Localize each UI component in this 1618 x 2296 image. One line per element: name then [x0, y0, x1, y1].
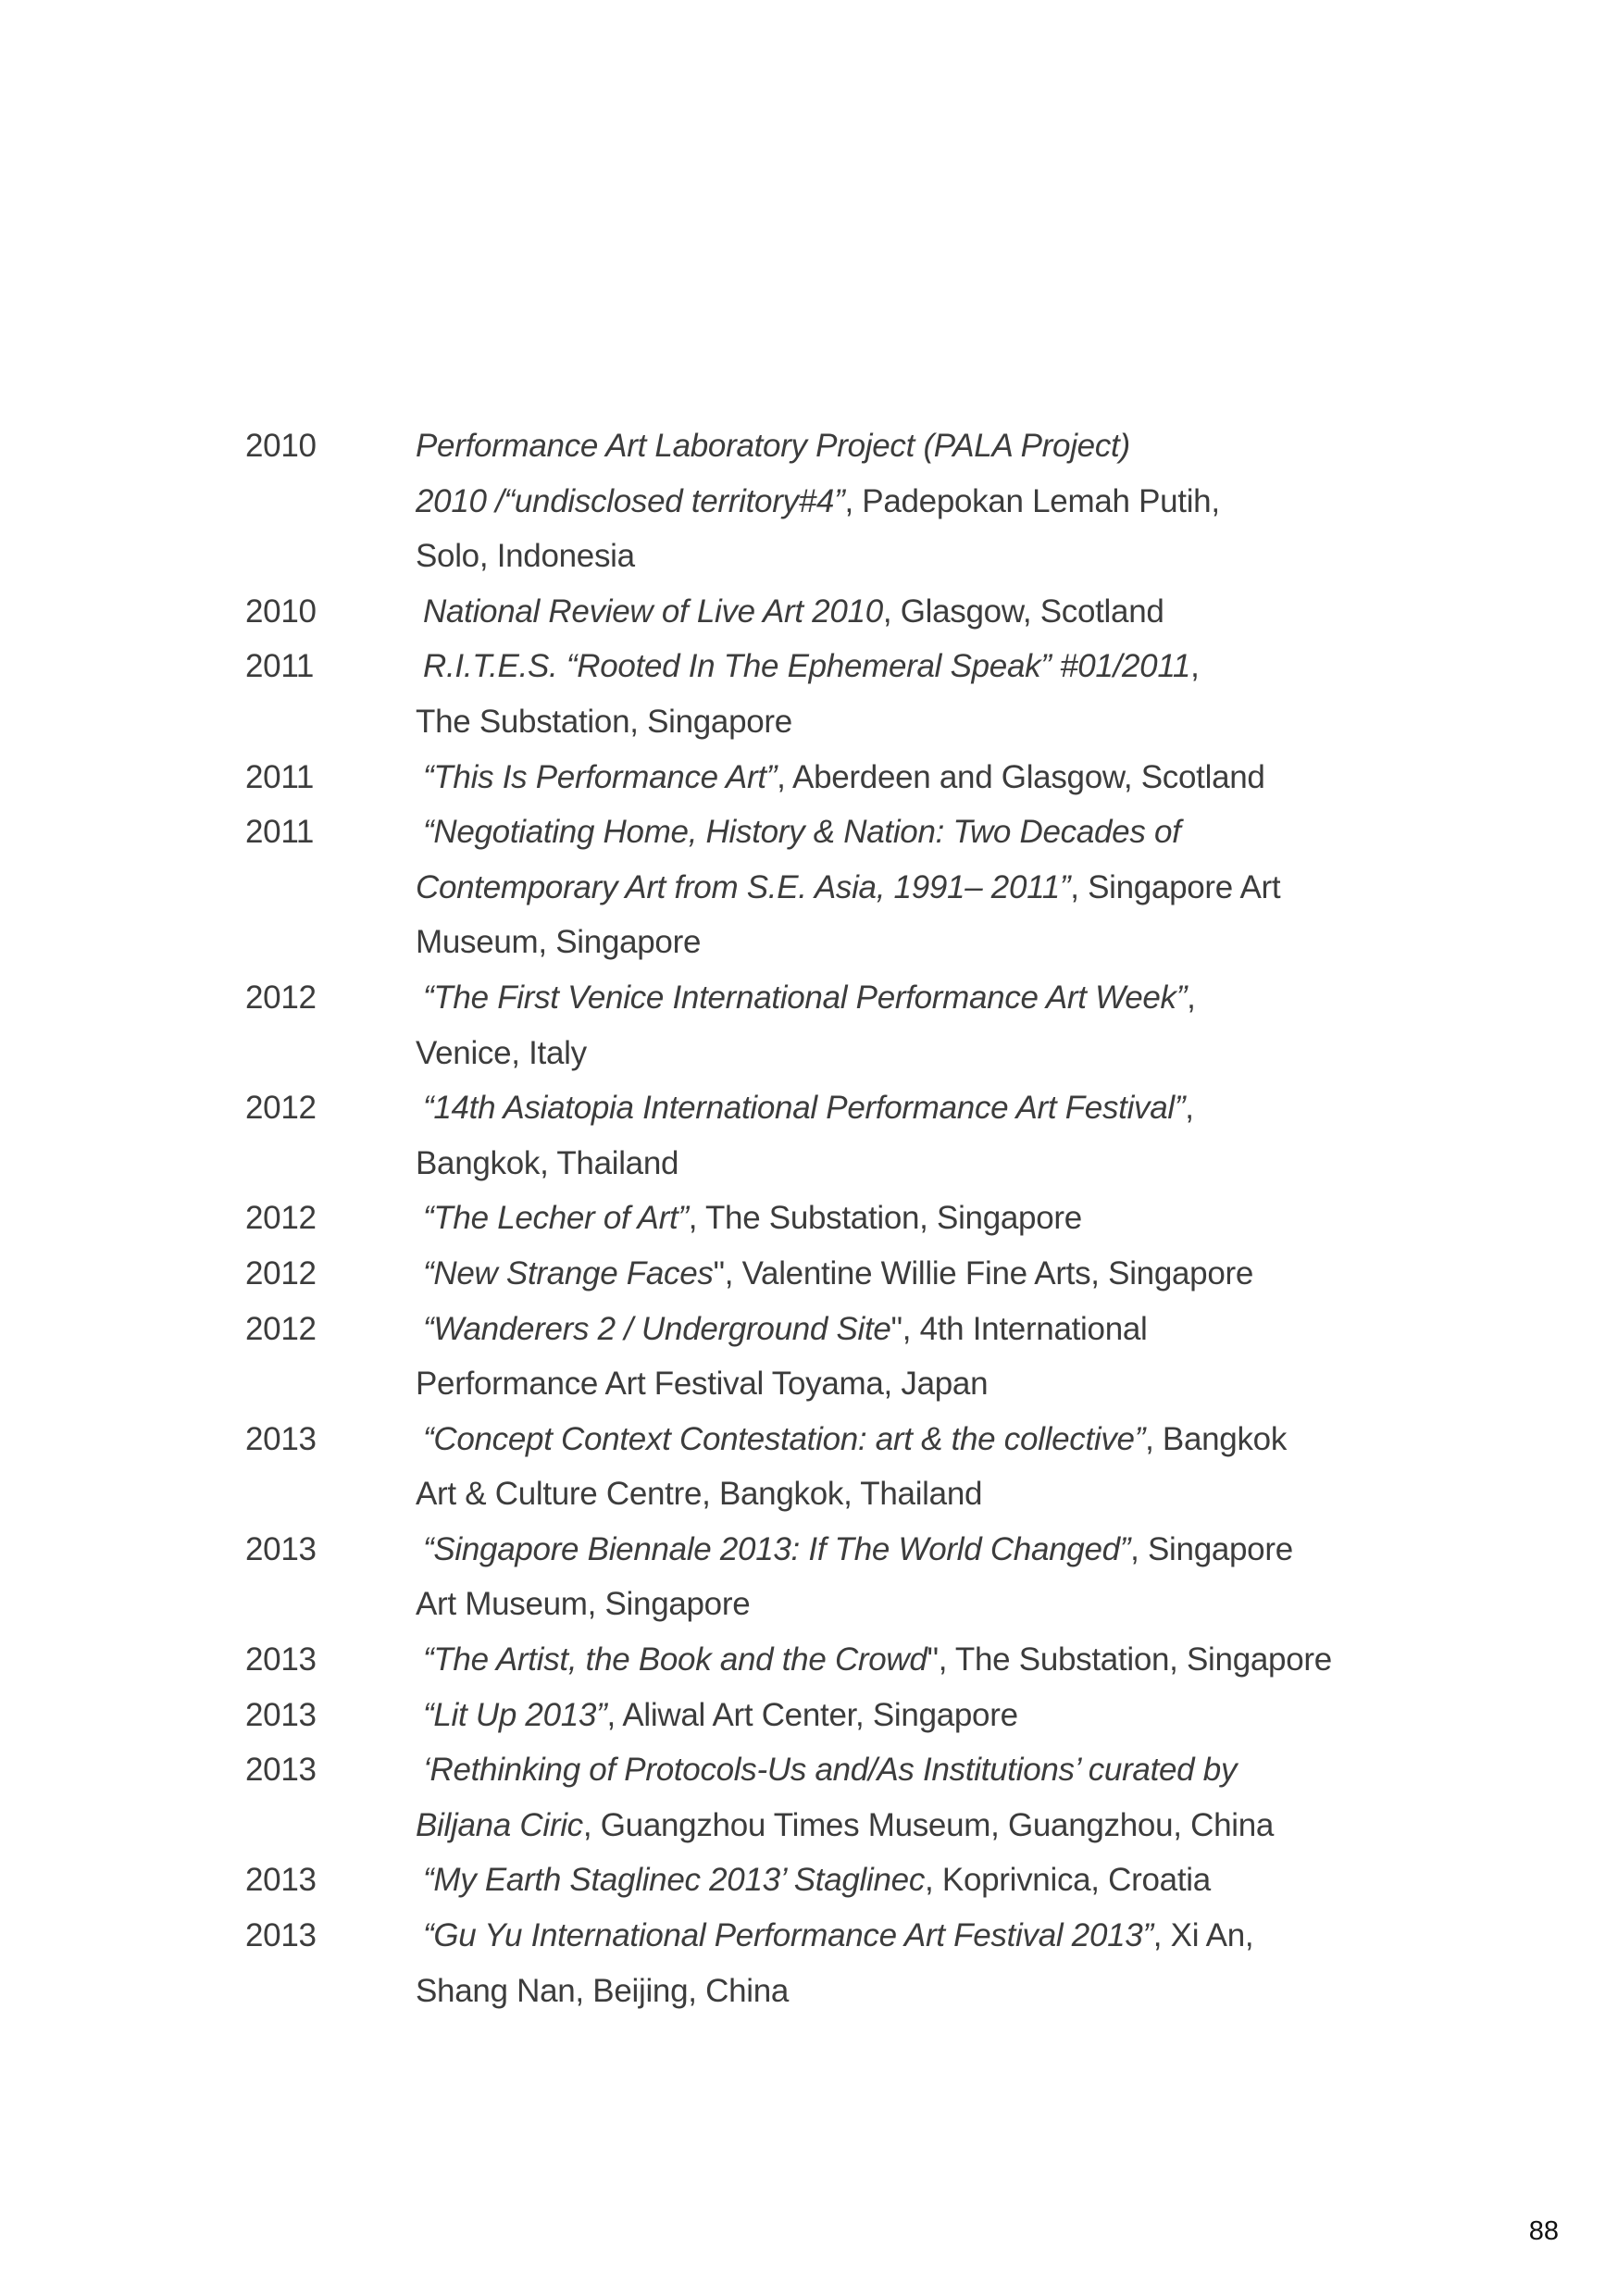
- entry-line: [416, 1577, 1449, 1632]
- entry-year: 2013: [245, 1862, 317, 1899]
- entry-title-text: “The Lecher of Art”: [423, 1200, 689, 1237]
- entry-year: 2013: [245, 1641, 317, 1678]
- entry-description: [416, 1191, 1449, 1246]
- entry-year: 2013: [245, 1696, 317, 1733]
- entry-title-text: “New Strange Faces: [423, 1254, 714, 1292]
- entry-year: 2012: [245, 1310, 317, 1347]
- entry-year: 2012: [245, 1200, 317, 1237]
- exhibition-entry: [245, 1853, 1449, 1908]
- entry-description: [416, 1302, 1449, 1412]
- entry-location-text: , Koprivnica, Croatia: [925, 1862, 1211, 1899]
- entry-description: [416, 639, 1449, 749]
- entry-title-text: ‘Rethinking of Protocols-Us and/As Institutions’ curated by: [423, 1752, 1238, 1789]
- entry-title-text: Biljana Ciric: [416, 1806, 583, 1843]
- entry-description: [416, 750, 1449, 805]
- entry-year: 2013: [245, 1917, 317, 1954]
- entry-line: [416, 1798, 1449, 1853]
- entry-title-text: R.I.T.E.S. “Rooted In The Ephemeral Speak” #01/2011: [423, 648, 1191, 685]
- entry-title-text: Performance Art Laboratory Project (PALA Project): [416, 428, 1130, 464]
- entry-line: [416, 1632, 1449, 1688]
- entry-title-text: “Wanderers 2 / Underground Site: [423, 1310, 891, 1347]
- entry-title-text: “Gu Yu International Performance Art Festival 2013”: [423, 1917, 1153, 1954]
- entry-location-text: Art Museum, Singapore: [416, 1586, 751, 1623]
- entry-year: 2013: [245, 1530, 317, 1567]
- exhibition-entry: [245, 1246, 1449, 1302]
- exhibition-entry: [245, 1080, 1449, 1191]
- exhibition-entry: [245, 970, 1449, 1080]
- entry-location-text: Shang Nan, Beijing, China: [416, 1972, 790, 2009]
- exhibition-entry: [245, 584, 1449, 640]
- entry-title-text: “Negotiating Home, History & Nation: Two Decades of: [423, 814, 1181, 851]
- entry-line: [416, 1136, 1449, 1192]
- entry-line: [416, 1246, 1449, 1302]
- entry-line: [416, 1080, 1449, 1136]
- exhibition-entry: [245, 1908, 1449, 2018]
- entry-location-text: , Glasgow, Scotland: [882, 593, 1164, 630]
- entry-location-text: Performance Art Festival Toyama, Japan: [416, 1366, 989, 1403]
- entry-year: 2011: [245, 814, 315, 851]
- entry-line: [416, 1026, 1449, 1081]
- entry-title-text: “Lit Up 2013”: [423, 1696, 607, 1733]
- entry-year: 2012: [245, 1090, 317, 1127]
- entry-description: [416, 1246, 1449, 1302]
- entry-year: 2013: [245, 1752, 317, 1789]
- entry-title-text: “My Earth Staglinec 2013’ Staglinec: [423, 1862, 926, 1899]
- entry-line: [416, 529, 1449, 584]
- entry-description: [416, 1688, 1449, 1743]
- entry-location-text: Venice, Italy: [416, 1034, 587, 1071]
- exhibition-entry: [245, 1522, 1449, 1632]
- entry-location-text: , Bangkok: [1145, 1420, 1288, 1457]
- page-number: 88: [1528, 2216, 1559, 2246]
- entry-location-text: ", 4th International: [890, 1310, 1148, 1347]
- entry-title-text: “Concept Context Contestation: art & the collective”: [423, 1420, 1146, 1457]
- entry-description: [416, 1908, 1449, 2018]
- entry-year: 2012: [245, 979, 317, 1016]
- exhibition-entry: [245, 1632, 1449, 1688]
- entry-year: 2010: [245, 593, 317, 630]
- entry-description: [416, 584, 1449, 640]
- entry-title-text: “Singapore Biennale 2013: If The World Changed”: [423, 1530, 1131, 1567]
- entry-location-text: , Singapore Art: [1070, 868, 1281, 905]
- entry-location-text: , Xi An,: [1152, 1917, 1254, 1954]
- entry-title-text: “The Artist, the Book and the Crowd: [423, 1641, 927, 1678]
- entry-line: [416, 584, 1449, 640]
- exhibition-entry: [245, 750, 1449, 805]
- exhibition-entry: [245, 1412, 1449, 1522]
- exhibition-entry: [245, 805, 1449, 970]
- entry-year: 2010: [245, 428, 317, 464]
- entry-description: [416, 1080, 1449, 1191]
- entry-location-text: Museum, Singapore: [416, 924, 702, 961]
- entry-line: [416, 694, 1449, 750]
- entry-line: [416, 1742, 1449, 1798]
- entry-description: [416, 418, 1449, 584]
- entry-line: [416, 805, 1449, 860]
- entry-year: 2013: [245, 1420, 317, 1457]
- entry-year: 2011: [245, 758, 315, 795]
- entry-line: [416, 915, 1449, 970]
- entry-description: [416, 1742, 1449, 1853]
- entry-location-text: , Aliwal Art Center, Singapore: [606, 1696, 1018, 1733]
- exhibition-entry: [245, 1742, 1449, 1853]
- entry-title-text: National Review of Live Art 2010: [423, 593, 883, 630]
- exhibition-entry: [245, 1191, 1449, 1246]
- entry-line: [416, 639, 1449, 694]
- entry-title-text: Contemporary Art from S.E. Asia, 1991– 2011”: [416, 868, 1071, 905]
- entry-year: 2011: [245, 648, 315, 685]
- exhibition-list: [245, 418, 1449, 2018]
- entry-location-text: , Padepokan Lemah Putih,: [844, 482, 1220, 519]
- entry-location-text: The Substation, Singapore: [416, 703, 792, 740]
- entry-description: [416, 1412, 1449, 1522]
- entry-location-text: Art & Culture Centre, Bangkok, Thailand: [416, 1476, 983, 1513]
- entry-line: [416, 860, 1449, 916]
- entry-location-text: , Aberdeen and Glasgow, Scotland: [777, 758, 1265, 795]
- entry-line: [416, 1688, 1449, 1743]
- entry-line: [416, 1964, 1449, 2019]
- entry-line: [416, 1356, 1449, 1412]
- entry-description: [416, 1522, 1449, 1632]
- entry-location-text: ,: [1190, 648, 1200, 685]
- entry-location-text: , Guangzhou Times Museum, Guangzhou, China: [582, 1806, 1275, 1843]
- entry-title-text: “This Is Performance Art”: [423, 758, 778, 795]
- entry-description: [416, 970, 1449, 1080]
- entry-line: [416, 418, 1449, 474]
- exhibition-entry: [245, 639, 1449, 749]
- entry-line: [416, 1191, 1449, 1246]
- entry-line: [416, 970, 1449, 1026]
- entry-location-text: Bangkok, Thailand: [416, 1144, 679, 1181]
- entry-title-text: 2010 /“undisclosed territory#4”: [416, 482, 845, 519]
- entry-year: 2012: [245, 1254, 317, 1292]
- entry-location-text: ", The Substation, Singapore: [927, 1641, 1332, 1678]
- entry-location-text: ,: [1187, 979, 1196, 1016]
- entry-location-text: ", Valentine Willie Fine Arts, Singapore: [713, 1254, 1254, 1292]
- entry-line: [416, 474, 1449, 530]
- exhibition-entry: [245, 1302, 1449, 1412]
- entry-line: [416, 1302, 1449, 1357]
- entry-description: [416, 1853, 1449, 1908]
- entry-line: [416, 1853, 1449, 1908]
- entry-description: [416, 805, 1449, 970]
- entry-location-text: , Singapore: [1130, 1530, 1293, 1567]
- exhibition-entry: [245, 1688, 1449, 1743]
- entry-location-text: , The Substation, Singapore: [688, 1200, 1082, 1237]
- entry-line: [416, 1522, 1449, 1578]
- entry-line: [416, 1908, 1449, 1964]
- entry-location-text: ,: [1185, 1090, 1194, 1127]
- entry-description: [416, 1632, 1449, 1688]
- entry-line: [416, 1412, 1449, 1467]
- entry-line: [416, 1466, 1449, 1522]
- entry-title-text: “The First Venice International Performance Art Week”: [423, 979, 1188, 1016]
- entry-line: [416, 750, 1449, 805]
- exhibition-entry: [245, 418, 1449, 584]
- entry-location-text: Solo, Indonesia: [416, 538, 635, 575]
- entry-title-text: “14th Asiatopia International Performance Art Festival”: [423, 1090, 1186, 1127]
